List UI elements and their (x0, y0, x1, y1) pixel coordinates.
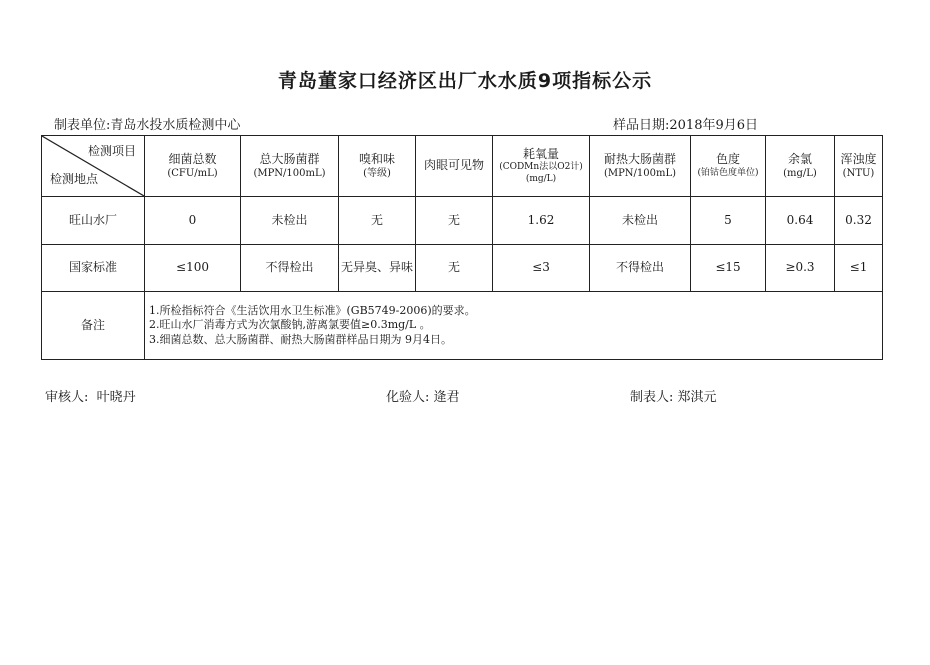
column-unit: (铂钴色度单位) (697, 167, 759, 178)
column-name: 总大肠菌群 (259, 151, 320, 166)
table-cell: 无 (339, 197, 416, 245)
table-cell: 未检出 (590, 197, 691, 245)
column-header (416, 136, 493, 197)
page-title: 青岛董家口经济区出厂水水质9项指标公示 (277, 70, 653, 92)
table-cell: ≤3 (493, 245, 590, 292)
reviewer-name: 叶晓丹 (96, 390, 136, 405)
column-header (835, 136, 883, 197)
water-quality-table (41, 135, 883, 360)
corner-site-label: 检测地点 (50, 172, 99, 187)
column-name: 余氯 (787, 151, 812, 166)
column-unit: (等级) (363, 168, 391, 180)
column-name: 色度 (715, 152, 740, 167)
column-unit: (CFU/mL) (167, 168, 218, 180)
note-line: 1.所检指标符合《生活饮用水卫生标准》(GB5749-2006)的要求。 (149, 304, 476, 318)
row-label: 旺山水厂 (42, 197, 145, 245)
tester-label: 化验人: (386, 390, 430, 405)
table-cell: 0.32 (835, 197, 883, 245)
table-cell: 0.64 (766, 197, 835, 245)
date-label: 样品日期: (613, 118, 670, 133)
notes-row (42, 292, 883, 360)
column-header (691, 136, 766, 197)
maker-signature (630, 386, 717, 405)
column-header (766, 136, 835, 197)
column-name: 浑浊度 (840, 151, 877, 166)
unit-line (54, 114, 240, 133)
notes-content (145, 292, 883, 360)
column-header (145, 136, 241, 197)
column-unit: (CODMn法以O2计) (mg/L) (499, 162, 583, 184)
column-unit: (MPN/100mL) (253, 168, 326, 180)
table-cell: 不得检出 (241, 245, 339, 292)
column-header (339, 136, 416, 197)
table-row (42, 245, 883, 292)
maker-label: 制表人: (630, 390, 674, 405)
table-cell: 无异臭、异味 (339, 245, 416, 292)
corner-cell (42, 136, 145, 197)
reviewer-signature (45, 386, 136, 405)
table-cell: 无 (416, 197, 493, 245)
column-name: 肉眼可见物 (423, 158, 484, 173)
row-label: 国家标准 (42, 245, 145, 292)
column-header (493, 136, 590, 197)
column-unit: (MPN/100mL) (603, 168, 677, 180)
table-cell: ≤100 (145, 245, 241, 292)
table-cell: ≤1 (835, 245, 883, 292)
date-line (613, 114, 758, 133)
column-header (241, 136, 339, 197)
header-row (42, 136, 883, 197)
table-cell: 不得检出 (590, 245, 691, 292)
table-cell: 未检出 (241, 197, 339, 245)
unit-label: 制表单位: (54, 118, 111, 133)
column-name: 耗氧量 (522, 146, 559, 161)
table-cell: ≤15 (691, 245, 766, 292)
column-header (590, 136, 691, 197)
tester-signature (386, 386, 460, 405)
column-name: 嗅和味 (358, 151, 395, 166)
column-unit: (NTU) (842, 168, 875, 180)
column-unit: (mg/L) (783, 168, 817, 180)
date-value: 2018年9月6日 (669, 118, 759, 133)
table-cell: 0 (145, 197, 241, 245)
table-cell: 1.62 (493, 197, 590, 245)
table-cell: 5 (691, 197, 766, 245)
table-cell: 无 (416, 245, 493, 292)
tester-name: 逄君 (433, 390, 460, 405)
reviewer-label: 审核人: (45, 390, 89, 405)
column-name: 细菌总数 (168, 151, 217, 166)
column-name: 耐热大肠菌群 (603, 151, 676, 166)
corner-item-label: 检测项目 (87, 144, 136, 158)
table-row (42, 197, 883, 245)
note-line: 2.旺山水厂消毒方式为次氯酸钠,游离氯要值≥0.3mg/L 。 (149, 318, 431, 332)
notes-label: 备注 (42, 292, 145, 360)
table-cell: ≥0.3 (766, 245, 835, 292)
maker-name: 郑淇元 (677, 390, 717, 405)
note-line: 3.细菌总数、总大肠菌群、耐热大肠菌群样品日期为 9月4日。 (149, 332, 452, 346)
unit-value: 青岛水投水质检测中心 (110, 118, 241, 133)
